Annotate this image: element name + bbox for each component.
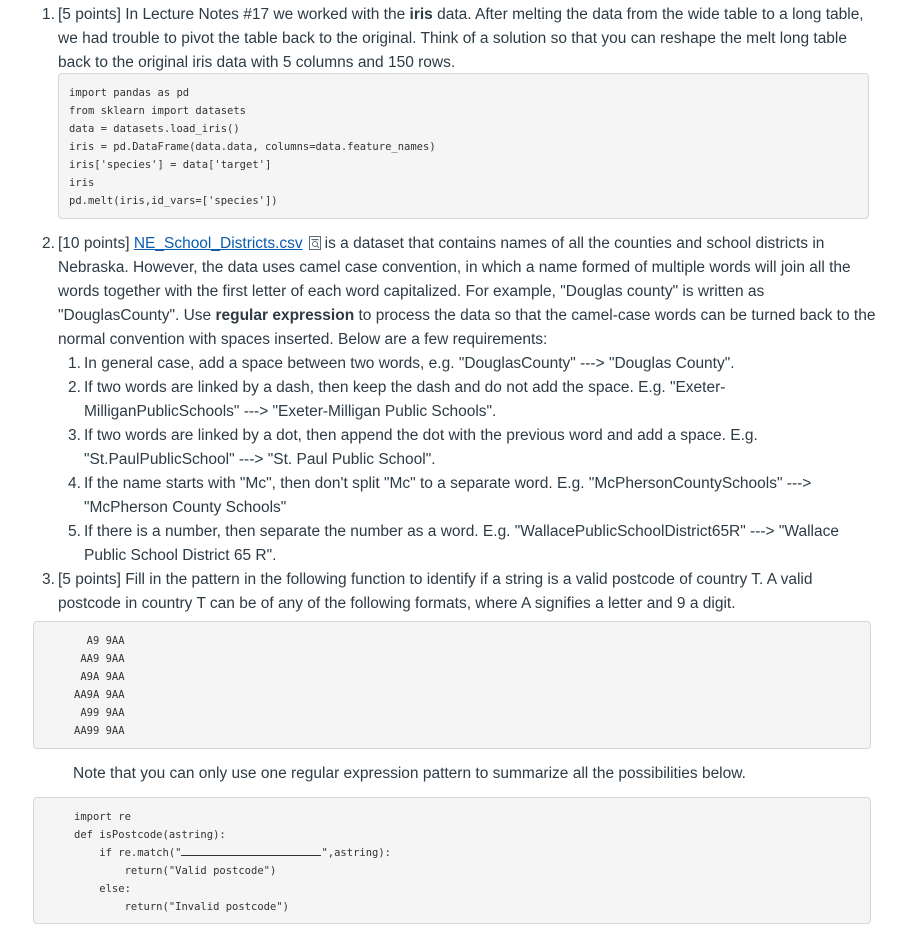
code-line: return("Valid postcode") [74, 865, 277, 877]
question-number: 2. [42, 235, 55, 252]
bold-term: regular expression [215, 307, 355, 324]
code-line: iris [69, 177, 95, 189]
code-line: from sklearn import datasets [69, 105, 247, 117]
code-line: import pandas as pd [69, 87, 190, 99]
code-line: if re.match(" ",astring): [74, 847, 392, 859]
question-number: 3. [42, 571, 55, 588]
question-text: [5 points] Fill in the pattern in the following function to identify if a string is a valid postcode of country T. A valid postcode in country T can be of any of the following formats, where A signifies a letter and 9 a digit. [58, 571, 813, 612]
note-text: Note that you can only use one regular expression pattern to summarize all the possibilities below. [73, 765, 746, 782]
fill-in-blank[interactable] [181, 845, 321, 856]
code-line: def isPostcode(astring): [74, 829, 226, 841]
postcode-format: AA99 9AA [74, 725, 125, 737]
code-line: return("Invalid postcode") [74, 901, 289, 913]
postcode-format: AA9 9AA [74, 653, 125, 665]
code-line: import re [74, 811, 131, 823]
bold-term: iris [409, 6, 433, 23]
code-line: iris['species'] = data['target'] [69, 159, 272, 171]
question-text: [5 points] In Lecture Notes #17 we worked with the iris data. After melting the data from the wide table to a long table, we had trouble to pivot the table back to the original. Think of a solution so that you can reshape the melt long table back to the original iris data with 5 columns and 150 rows. [58, 6, 864, 71]
postcode-formats-block [33, 621, 871, 749]
code-line: else: [74, 883, 131, 895]
file-preview-icon[interactable] [309, 234, 321, 248]
dataset-file-link[interactable]: NE_School_Districts.csv [133, 235, 303, 252]
question-text: [10 points] NE_School_Districts.csv is a dataset that contains names of all the counties and school districts in Nebraska. However, the data uses camel case convention, in which a name formed of multiple words will join all the words together with the first letter of each word capitalized. For example, "Douglas county" is written as "DouglasCounty". Use regular expression to process the data so that the camel-case words can be turned back to the normal convention with spaces inserted. Below are a few requirements: [58, 235, 876, 348]
postcode-format: A9A 9AA [74, 671, 125, 683]
code-line: pd.melt(iris,id_vars=['species']) [69, 195, 278, 207]
code-block-q1 [58, 73, 869, 219]
code-line: iris = pd.DataFrame(data.data, columns=data.feature_names) [69, 141, 436, 153]
code-line: data = datasets.load_iris() [69, 123, 240, 135]
code-block-q3 [33, 797, 871, 924]
postcode-format: A99 9AA [74, 707, 125, 719]
question-number: 1. [42, 6, 55, 23]
postcode-format: AA9A 9AA [74, 689, 125, 701]
postcode-format: A9 9AA [74, 635, 125, 647]
